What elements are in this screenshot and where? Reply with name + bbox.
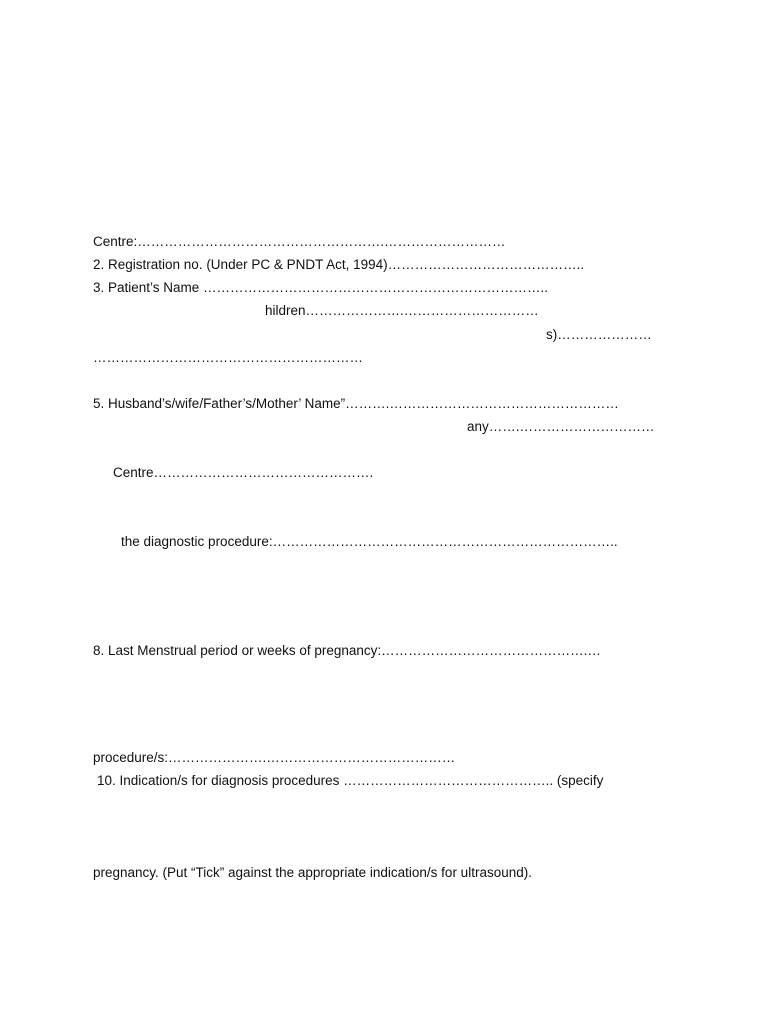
years-line-fragment: s)………………… — [546, 327, 652, 342]
guardian-name-line: 5. Husband’s/wife/Father’s/Mother’ Name”……….…………………………………………… — [93, 396, 619, 411]
children-line-fragment: hildren………………….………………………… — [265, 303, 539, 318]
centre-line: Centre:……………………………………………….……………………… — [93, 234, 506, 249]
pregnancy-note-line: pregnancy. (Put “Tick” against the appropriate indication/s for ultrasound). — [93, 865, 532, 880]
indications-line: 10. Indication/s for diagnosis procedures ……………………………………….. (specify — [97, 773, 604, 788]
registration-no-line: 2. Registration no. (Under PC & PNDT Act, 1994)…………………………………….. — [93, 257, 585, 272]
patient-name-line: 3. Patient’s Name ………………………………………………………………….. — [93, 280, 549, 295]
any-line-fragment: any…….………………………… — [467, 419, 655, 434]
continuation-dots-line: …………………………………………………… — [93, 350, 363, 365]
procedures-line: procedure/s:………………….…………………………………… — [93, 750, 456, 765]
referring-centre-line: Centre…………………………………………. — [113, 465, 374, 480]
diagnostic-procedure-line: the diagnostic procedure:………………………………………………………………….. — [121, 534, 618, 549]
lmp-line: 8. Last Menstrual period or weeks of pregnancy:……………………………………….… — [93, 643, 601, 658]
